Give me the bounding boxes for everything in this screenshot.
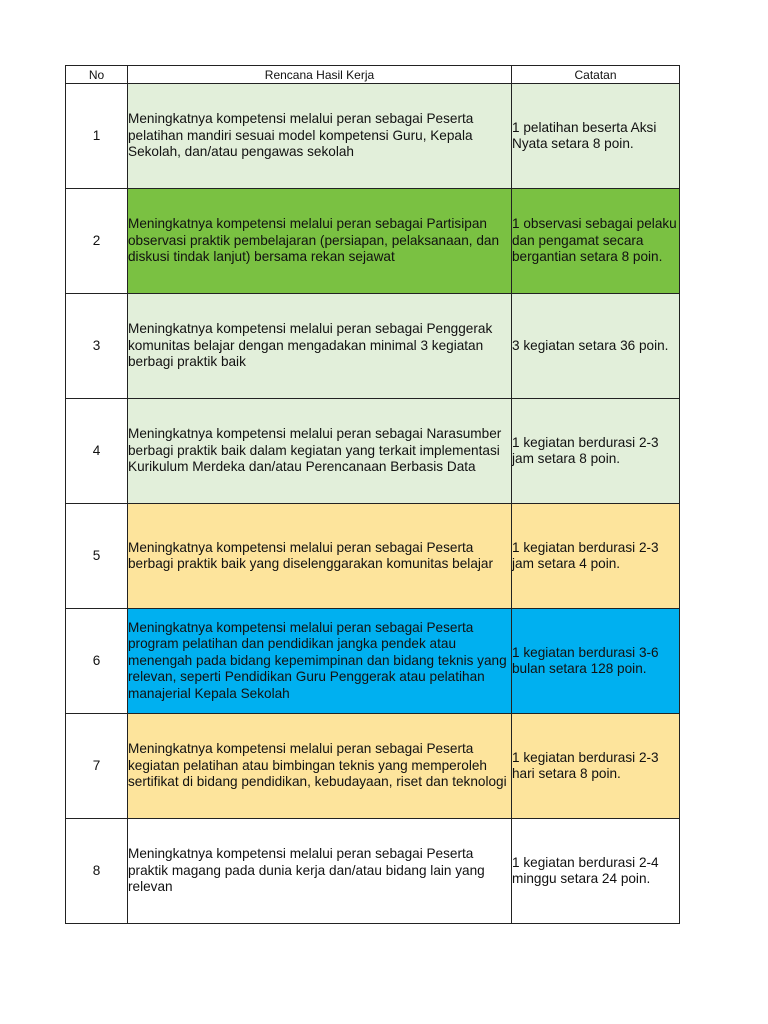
table-header [66,66,680,84]
note-text: 1 kegiatan berdurasi 2-3 hari setara 8 poin. [512,749,659,781]
row-note [512,189,680,294]
row-plan [128,819,512,924]
table-row [66,294,680,399]
table-body [66,84,680,924]
table-row [66,504,680,609]
row-note [512,609,680,714]
row-plan [128,294,512,399]
table-row [66,189,680,294]
plan-text: Meningkatnya kompetensi melalui peran sebagai Peserta program pelatihan dan pendidikan jangka pendek atau menengah pada bidang kepemimpinan dan bidang teknis yang relevan, seperti Pendidikan Guru Penggerak atau pelatihan manajerial Kepala Sekolah [128,619,507,701]
plan-text: Meningkatnya kompetensi melalui peran sebagai Narasumber berbagi praktik baik dalam kegiatan yang terkait implementasi Kurikulum Merdeka dan/atau Perencanaan Berbasis Data [128,426,502,475]
row-number: 5 [66,504,128,609]
table-row [66,399,680,504]
plan-text: Meningkatnya kompetensi melalui peran sebagai Penggerak komunitas belajar dengan mengadakan minimal 3 kegiatan berbagi praktik baik [128,321,493,370]
header-plan: Rencana Hasil Kerja [128,66,512,84]
plan-text: Meningkatnya kompetensi melalui peran sebagai Peserta berbagi praktik baik yang diselenggarakan komunitas belajar [128,539,493,571]
row-note [512,819,680,924]
note-text: 1 pelatihan beserta Aksi Nyata setara 8 poin. [512,119,657,151]
table-row [66,819,680,924]
row-plan [128,609,512,714]
table-row [66,84,680,189]
header-no: No [66,66,128,84]
row-number: 1 [66,84,128,189]
row-plan [128,189,512,294]
note-text: 3 kegiatan setara 36 poin. [512,337,669,353]
row-number: 6 [66,609,128,714]
plan-text: Meningkatnya kompetensi melalui peran sebagai Peserta kegiatan pelatihan atau bimbingan teknis yang memperoleh sertifikat di bidang pendidikan, kebudayaan, riset dan teknologi [128,741,507,790]
header-row [66,66,680,84]
row-plan [128,504,512,609]
table-row [66,609,680,714]
plan-text: Meningkatnya kompetensi melalui peran sebagai Peserta praktik magang pada dunia kerja dan/atau bidang lain yang relevan [128,846,485,895]
note-text: 1 kegiatan berdurasi 2-4 minggu setara 24 poin. [512,854,659,886]
header-note: Catatan [512,66,680,84]
row-plan [128,84,512,189]
plan-text: Meningkatnya kompetensi melalui peran sebagai Partisipan observasi praktik pembelajaran (persiapan, pelaksanaan, dan diskusi tindak lanjut) bersama rekan sejawat [128,216,500,265]
row-number: 8 [66,819,128,924]
competency-plan-table [65,65,680,924]
row-note [512,294,680,399]
row-number: 4 [66,399,128,504]
note-text: 1 observasi sebagai pelaku dan pengamat secara bergantian setara 8 poin. [512,216,677,265]
note-text: 1 kegiatan berdurasi 2-3 jam setara 8 poin. [512,434,659,466]
row-number: 2 [66,189,128,294]
row-plan [128,399,512,504]
note-text: 1 kegiatan berdurasi 3-6 bulan setara 128 poin. [512,644,659,676]
row-number: 7 [66,714,128,819]
plan-text: Meningkatnya kompetensi melalui peran sebagai Peserta pelatihan mandiri sesuai model kompetensi Guru, Kepala Sekolah, dan/atau pengawas sekolah [128,111,474,160]
row-note [512,84,680,189]
row-note [512,399,680,504]
row-note [512,714,680,819]
row-plan [128,714,512,819]
note-text: 1 kegiatan berdurasi 2-3 jam setara 4 poin. [512,539,659,571]
row-note [512,504,680,609]
row-number: 3 [66,294,128,399]
table-row [66,714,680,819]
